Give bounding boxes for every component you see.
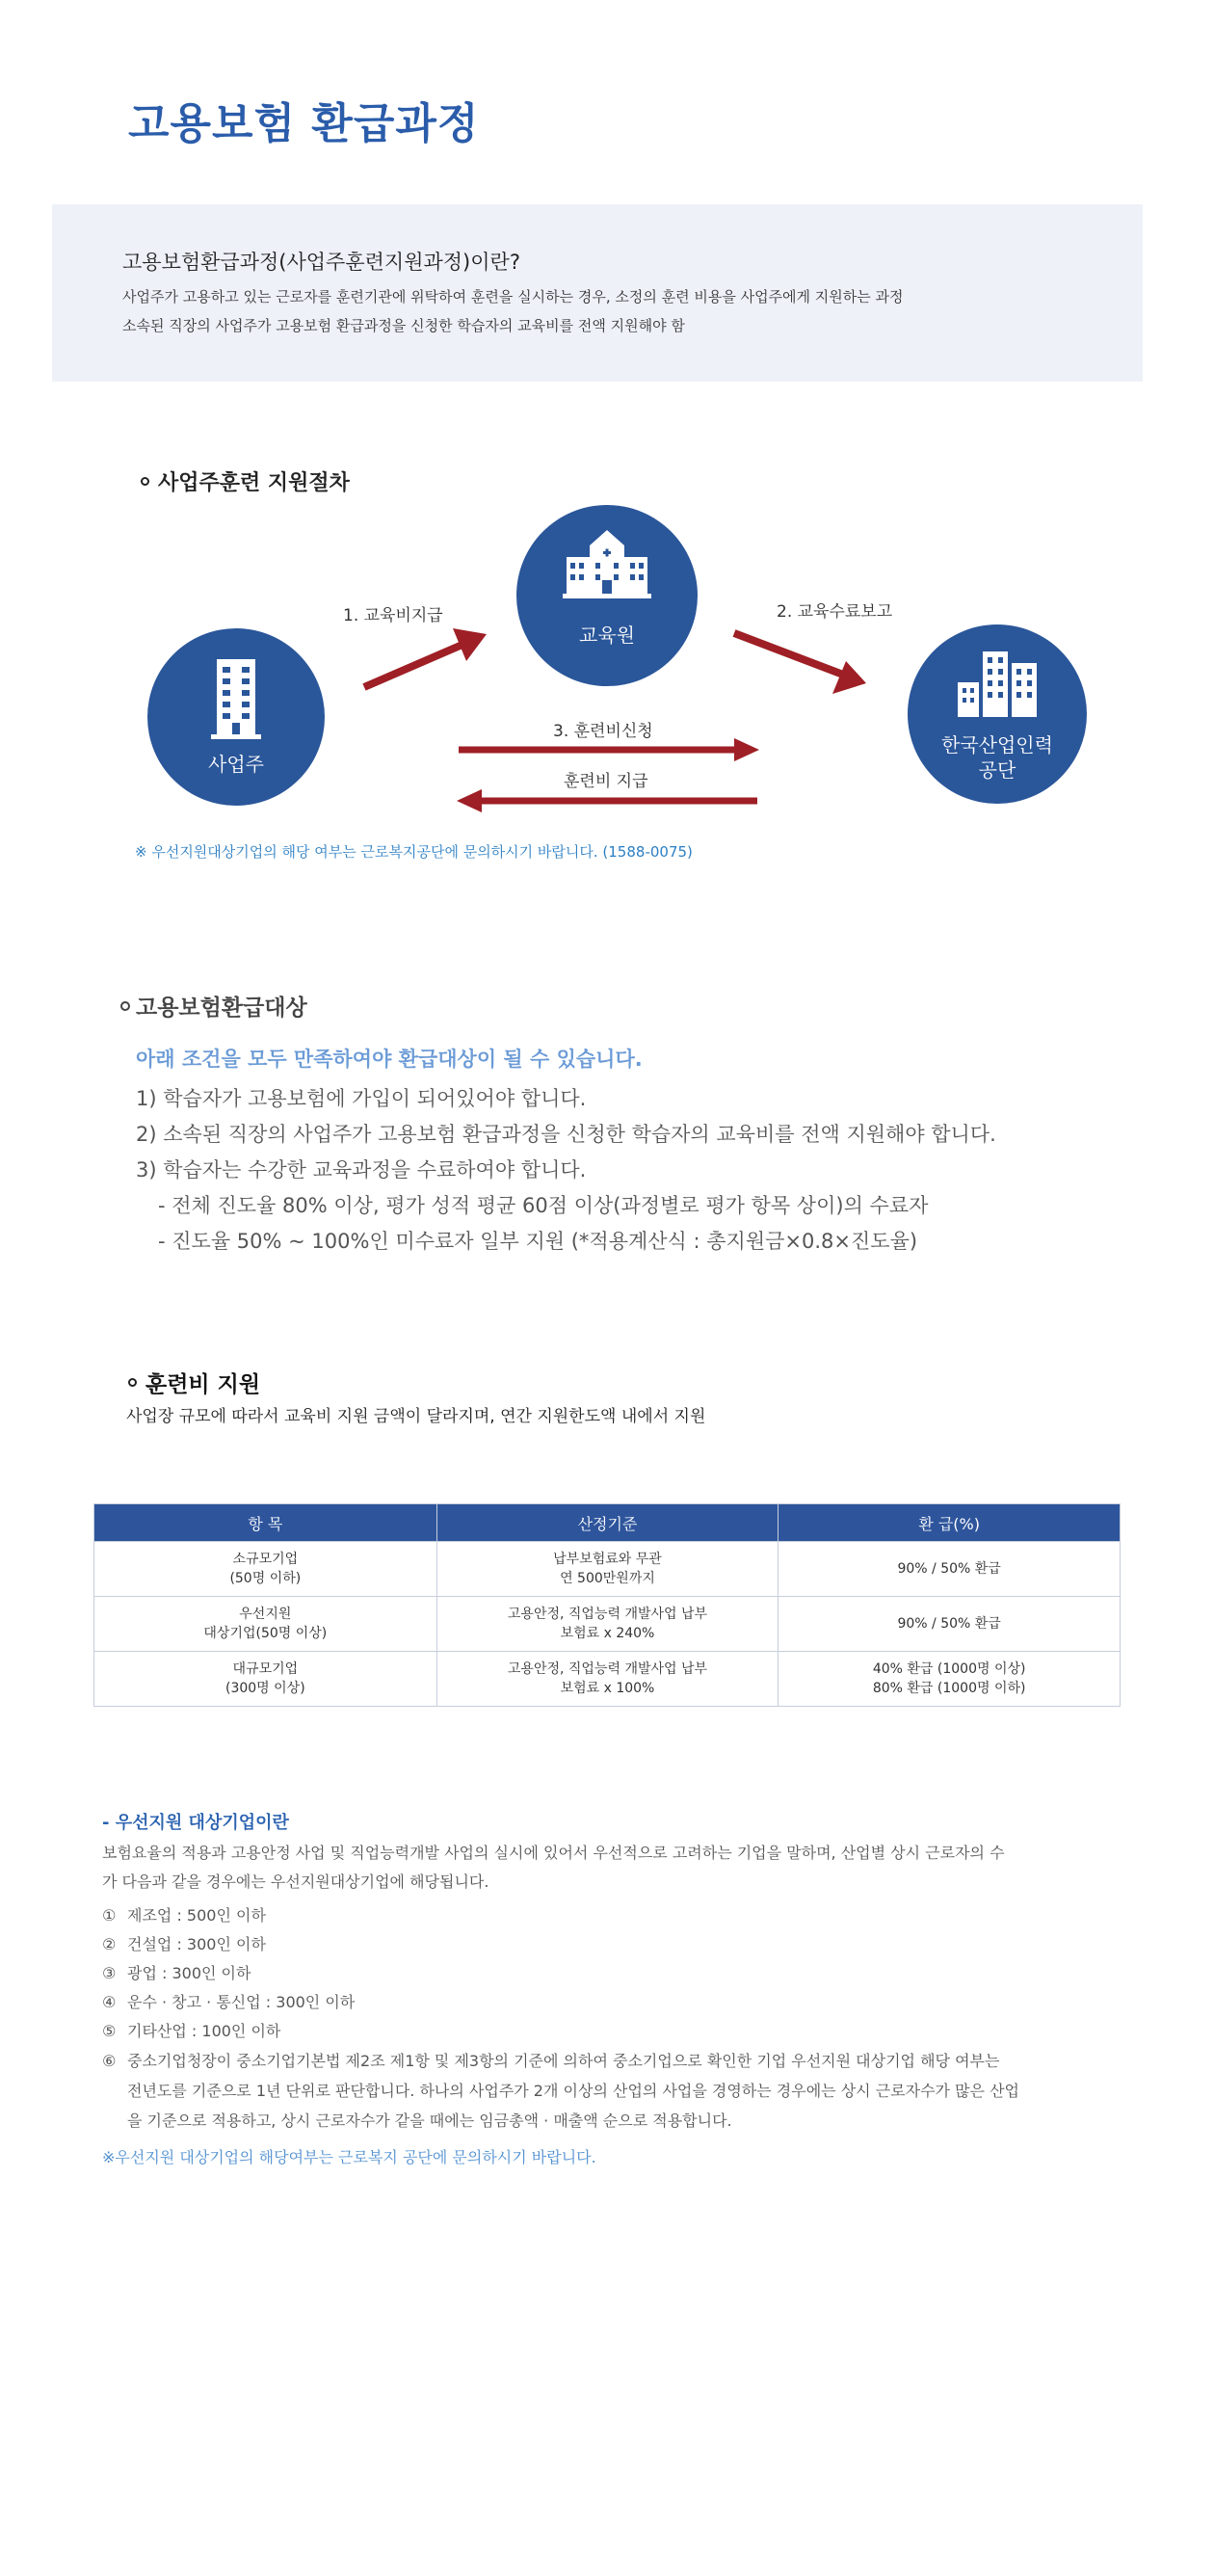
conditions-subtitle: 아래 조건을 모두 만족하여야 환급대상이 될 수 있습니다.: [136, 1048, 643, 1071]
list-text: 광업 : 300인 이하: [127, 1964, 251, 1982]
table-cell: 소규모기업 (50명 이하): [94, 1542, 437, 1597]
step1-label: 1. 교육비지급: [343, 606, 443, 625]
priority-list-item: [102, 2049, 999, 2071]
list-text: 운수 · 창고 · 통신업 : 300인 이하: [127, 1993, 356, 2011]
training-heading-text: 훈련비 지원: [145, 1372, 261, 1397]
table-cell: 90% / 50% 환급: [779, 1597, 1121, 1652]
conditions-heading: [120, 990, 307, 1022]
table-cell: 우선지원 대상기업(50명 이상): [94, 1597, 437, 1652]
step3-label: 3. 훈련비신청: [553, 722, 653, 741]
priority-list-item: [102, 1932, 266, 1954]
agency-label-line-2: 공단: [978, 758, 1016, 782]
training-fund-table: [93, 1503, 1121, 1707]
employer-label: 사업주: [208, 753, 264, 776]
table-row: [94, 1597, 1121, 1652]
condition-item: 2) 소속된 직장의 사업주가 고용보험 환급과정을 신청한 학습자의 교육비를 전액 지원해야 합니다.: [136, 1123, 996, 1146]
priority-description: 보험요율의 적용과 고용안정 사업 및 직업능력개발 사업의 실시에 있어서 우선적으로 고려하는 기업을 말하며, 산업별 상시 근로자의 수: [102, 1844, 1005, 1862]
table-row: [94, 1542, 1121, 1597]
table-cell: 대규모기업 (300명 이상): [94, 1652, 437, 1707]
priority-list-item: [102, 1903, 266, 1925]
list-number: ⑥: [102, 2052, 117, 2070]
training-heading: [128, 1367, 260, 1398]
table-header: 항 목: [94, 1504, 437, 1542]
intro-line-2: 소속된 직장의 사업주가 고용보험 환급과정을 신청한 학습자의 교육비를 전액 지원해야 함: [122, 317, 685, 334]
training-description: 사업장 규모에 따라서 교육비 지원 금액이 달라지며, 연간 지원한도액 내에서 지원: [126, 1407, 706, 1426]
list-number: ③: [102, 1964, 117, 1982]
list-number: ⑤: [102, 2022, 117, 2040]
table-cell: 고용안정, 직업능력 개발사업 납부 보험료 x 100%: [436, 1652, 779, 1707]
condition-item: 3) 학습자는 수강한 교육과정을 수료하여야 합니다.: [136, 1158, 587, 1182]
priority-list-item-continuation: 을 기준으로 적용하고, 상시 근로자수가 같을 때에는 임금총액 · 매출액 순으로 적용합니다.: [127, 2111, 732, 2130]
priority-list-item-continuation: 전년도를 기준으로 1년 단위로 판단합니다. 하나의 사업주가 2개 이상의 산업의 사업을 경영하는 경우에는 상시 근로자수가 많은 산업: [127, 2082, 1019, 2100]
bullet-ring-icon: [120, 1001, 130, 1011]
priority-list-item: [102, 1961, 251, 1983]
agency-label-line-1: 한국산업인력: [941, 733, 1053, 757]
priority-note: ※우선지원 대상기업의 해당여부는 근로복지 공단에 문의하시기 바랍니다.: [102, 2148, 596, 2166]
table-cell: 90% / 50% 환급: [779, 1542, 1121, 1597]
table-row: [94, 1652, 1121, 1707]
list-text: 기타산업 : 100인 이하: [127, 2022, 281, 2040]
list-text: 중소기업청장이 중소기업기본법 제2조 제1항 및 제3항의 기준에 의하여 중소기업으로 확인한 기업 우선지원 대상기업 해당 여부는: [127, 2052, 1000, 2070]
table-header-row: [94, 1504, 1121, 1542]
priority-description: 가 다음과 같을 경우에는 우선지원대상기업에 해당됩니다.: [102, 1872, 489, 1891]
list-number: ②: [102, 1935, 117, 1953]
table-cell: 고용안정, 직업능력 개발사업 납부 보험료 x 240%: [436, 1597, 779, 1652]
table-cell: 납부보험료와 무관 연 500만원까지: [436, 1542, 779, 1597]
arrow-employer-to-agency: [459, 738, 759, 761]
priority-list-item: [102, 2019, 280, 2041]
list-number: ④: [102, 1993, 117, 2011]
list-text: 제조업 : 500인 이하: [127, 1906, 266, 1925]
bullet-ring-icon: [128, 1378, 137, 1387]
intro-question: 고용보험환급과정(사업주훈련지원과정)이란?: [122, 251, 520, 274]
step2-label: 2. 교육수료보고: [777, 602, 893, 622]
condition-subitem: - 전체 진도율 80% 이상, 평가 성적 평균 60점 이상(과정별로 평가 항목 상이)의 수료자: [158, 1194, 929, 1217]
arrow-employer-to-institute: [364, 628, 487, 687]
procedure-note: ※ 우선지원대상기업의 해당 여부는 근로복지공단에 문의하시기 바랍니다. (1588-0075): [135, 843, 693, 861]
condition-item: 1) 학습자가 고용보험에 가입이 되어있어야 합니다.: [136, 1087, 587, 1110]
table-cell: 40% 환급 (1000명 이상) 80% 환급 (1000명 이하): [779, 1652, 1121, 1707]
priority-list-item: [102, 1990, 355, 2012]
condition-subitem: - 진도율 50% ~ 100%인 미수료자 일부 지원 (*적용계산식 : 총지원금×0.8×진도율): [158, 1230, 918, 1253]
list-number: ①: [102, 1906, 117, 1925]
priority-title: - 우선지원 대상기업이란: [102, 1813, 289, 1833]
institute-label: 교육원: [579, 624, 635, 647]
procedure-heading-text: 사업주훈련 지원절차: [158, 471, 350, 495]
conditions-heading-text: 고용보험환급대상: [136, 996, 307, 1021]
list-text: 건설업 : 300인 이하: [127, 1935, 266, 1953]
arrow-institute-to-agency: [734, 633, 866, 694]
intro-line-1: 사업주가 고용하고 있는 근로자를 훈련기관에 위탁하여 훈련을 실시하는 경우, 소정의 훈련 비용을 사업주에게 지원하는 과정: [122, 288, 904, 305]
arrow-agency-to-employer: [457, 789, 757, 812]
payment-label: 훈련비 지급: [564, 772, 648, 791]
page-title: 고용보험 환급과정: [128, 99, 480, 148]
table-header: 산정기준: [436, 1504, 779, 1542]
table-header: 환 급(%): [779, 1504, 1121, 1542]
